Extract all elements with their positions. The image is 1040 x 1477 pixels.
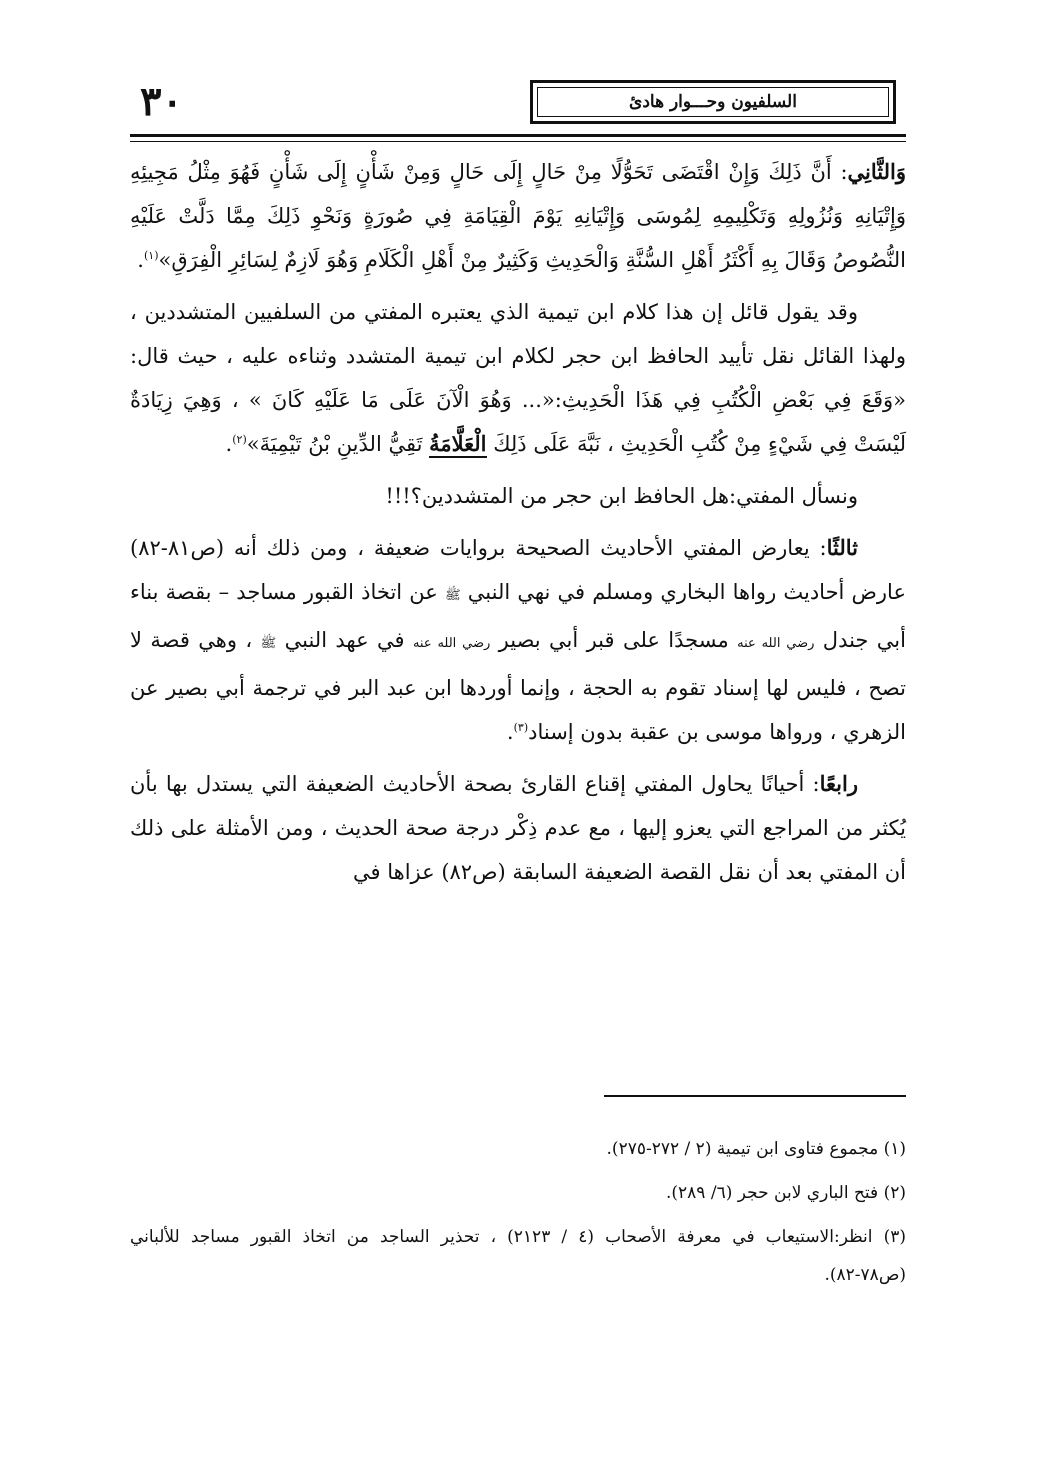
paragraph-text-cont: تَقِيُّ الدِّينِ بْنُ تَيْمِيَةَ» — [246, 432, 430, 456]
header-divider-thick — [130, 134, 906, 137]
footnote-separator — [604, 1095, 906, 1097]
header-divider-thin — [130, 141, 906, 142]
paragraph-ibn-hajar: وقد يقول قائل إن هذا كلام ابن تيمية الذي يعتبره المفتي من السلفيين المتشددين ، ولهذا القائل نقل تأييد الحافظ ابن حجر لكلام ابن تيمية المتشدد وثناءه عليه ، حيث قال: «وَقَعَ فِي بَعْضِ الْكُتُبِ فِي هَذَا الْحَدِيثِ:«... وَهُوَ الْآنَ عَلَى مَا عَلَيْهِ كَانَ » ، وَهِيَ زِيَادَةٌ لَيْسَتْ فِي شَيْءٍ مِنْ كُتُبِ الْحَدِيثِ ، نَبَّهَ عَلَى ذَلِكَ الْعَلَّامَةُ تَقِيُّ الدِّينِ بْنُ تَيْمِيَةَ»$^{(٢)}$. — [130, 300, 906, 456]
lead-word-third: ثالثًا — [826, 535, 858, 560]
paragraph-fourth-point: رابعًا: أحيانًا يحاول المفتي إقناع القارئ بصحة الأحاديث الضعيفة التي يستدل بها بأن يُكثر من المراجع التي يعزو إليها ، مع عدم ذِكْر درجة صحة الحديث ، ومن الأمثلة على ذلك أن المفتي بعد أن نقل القصة الضعيفة السابقة (ص٨٢) عزاها في — [130, 771, 906, 884]
footnote-ref-1[interactable]: (١) — [143, 249, 159, 262]
paragraph-third-point: ثالثًا: يعارض المفتي الأحاديث الصحيحة بروايات ضعيفة ، ومن ذلك أنه (ص٨١-٨٢) عارض أحاديث رواها البخاري ومسلم في نهي النبي ﷺ عن اتخاذ القبور مساجد – بقصة بناء أبي جندل رضي الله عنه مسجدًا على قبر أبي بصير رضي الله عنه في عهد النبي ﷺ ، وهي قصة لا تصح ، فليس لها إسناد تقوم به الحجة ، وإنما أوردها ابن عبد البر في ترجمة أبي بصير عن الزهري ، ورواها موسى بن عقبة بدون إسناد$^{(٣)}$. — [130, 535, 906, 744]
footnote-1: (١) مجموع فتاوى ابن تيمية (٢ / ٢٧٢-٢٧٥). — [606, 1139, 906, 1159]
honorific-glyph: ﷺ — [444, 588, 461, 603]
honorific-glyph: ﷺ — [260, 636, 277, 651]
honorific-glyph: رضي الله عنه — [737, 636, 815, 651]
running-title-frame — [530, 80, 896, 124]
footnote-ref-3[interactable]: (٣) — [513, 721, 529, 734]
honorific-glyph: رضي الله عنه — [412, 636, 491, 651]
body-text — [130, 150, 906, 902]
paragraph-text: : أَنَّ ذَلِكَ وَإِنْ اقْتَضَى تَحَوُّلًا مِنْ حَالٍ إِلَى حَالٍ وَمِنْ شَأْنٍ إِلَى شَأْنٍ فَهُوَ مِثْلُ مَجِيئِهِ وَإِتْيَانِهِ وَنُزُولِهِ وَتَكْلِيمِهِ لِمُوسَى وَإِتْيَانِهِ يَوْمَ الْقِيَامَةِ فِي صُورَةٍ وَنَحْوِ ذَلِكَ مِمَّا دَلَّتْ عَلَيْهِ النُّصُوصُ وَقَالَ بِهِ أَكْثَرُ أَهْلِ السُّنَّةِ وَالْحَدِيثِ وَكَثِيرٌ مِنْ أَهْلِ الْكَلَامِ وَهُوَ لَازِمٌ لِسَائِرِ الْفِرَقِ» — [130, 160, 906, 272]
footnote-3: (٣) انظر:الاستيعاب في معرفة الأصحاب (٤ / ٢١٢٣) ، تحذير الساجد من اتخاذ القبور مساجد للألباني (ص٧٨-٨٢). — [130, 1227, 906, 1285]
paragraph-second-point: وَالثَّانِي: أَنَّ ذَلِكَ وَإِنْ اقْتَضَى تَحَوُّلًا مِنْ حَالٍ إِلَى حَالٍ وَمِنْ شَأْنٍ إِلَى شَأْنٍ فَهُوَ مِثْلُ مَجِيئِهِ وَإِتْيَانِهِ وَنُزُولِهِ وَتَكْلِيمِهِ لِمُوسَى وَإِتْيَانِهِ يَوْمَ الْقِيَامَةِ فِي صُورَةٍ وَنَحْوِ ذَلِكَ مِمَّا دَلَّتْ عَلَيْهِ النُّصُوصُ وَقَالَ بِهِ أَكْثَرُ أَهْلِ السُّنَّةِ وَالْحَدِيثِ وَكَثِيرٌ مِنْ أَهْلِ الْكَلَامِ وَهُوَ لَازِمٌ لِسَائِرِ الْفِرَقِ»$^{(١)}$. — [130, 159, 906, 272]
paragraph-question: ونسأل المفتي:هل الحافظ ابن حجر من المتشددين؟!!! — [385, 484, 858, 508]
paragraph-text: وقد يقول قائل إن هذا كلام ابن تيمية الذي يعتبره المفتي من السلفيين المتشددين ، ولهذا القائل نقل تأييد الحافظ ابن حجر لكلام ابن تيمية المتشدد وثناءه عليه ، حيث قال: «وَقَعَ فِي بَعْضِ الْكُتُبِ فِي هَذَا الْحَدِيثِ:«... وَهُوَ الْآنَ عَلَى مَا عَلَيْهِ كَانَ » ، وَهِيَ زِيَادَةٌ لَيْسَتْ فِي شَيْءٍ مِنْ كُتُبِ الْحَدِيثِ ، نَبَّهَ عَلَى ذَلِكَ — [130, 300, 906, 456]
emphasized-word: الْعَلَّامَةُ — [429, 431, 487, 456]
footnote-2: (٢) فتح الباري لابن حجر (٦/ ٢٨٩). — [666, 1183, 906, 1203]
page-number: ٣٠ — [140, 78, 183, 125]
footnotes — [130, 1130, 906, 1300]
running-title: السلفيون وحـــوار هادئ — [537, 87, 889, 117]
lead-word-fourth: رابعًا — [819, 771, 858, 796]
lead-word-second: وَالثَّانِي — [847, 159, 906, 184]
footnote-ref-2[interactable]: (٢) — [232, 433, 247, 446]
